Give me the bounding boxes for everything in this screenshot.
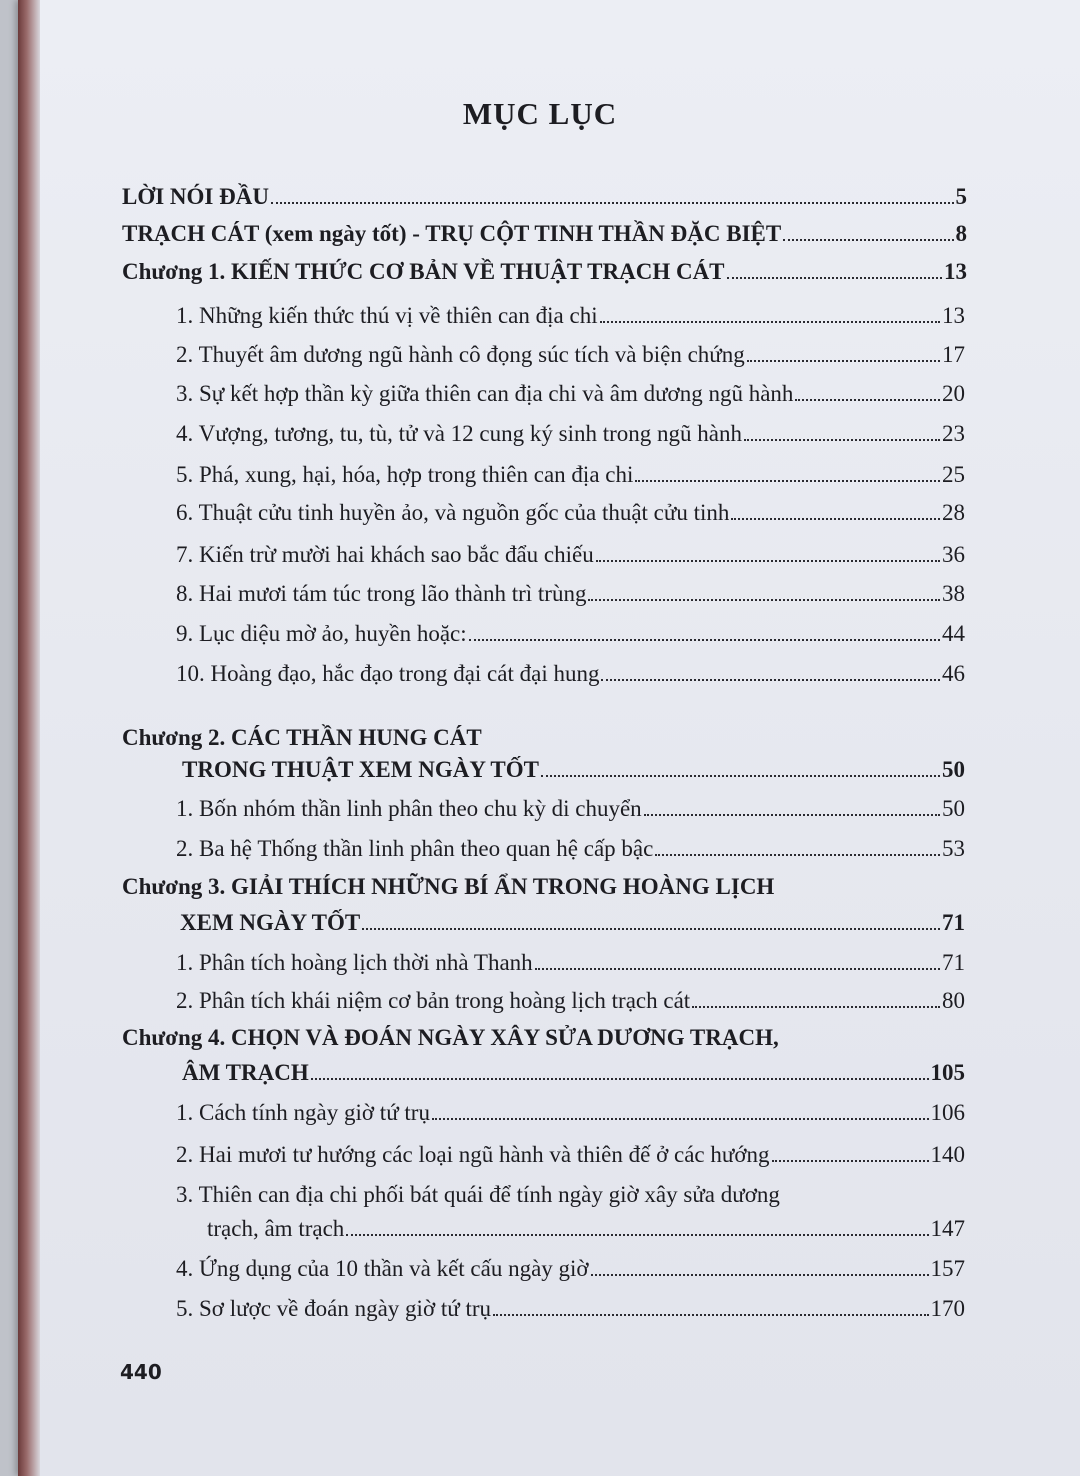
toc-entry-label: 5. Phá, xung, hại, hóa, hợp trong thiên can địa chi <box>176 462 634 487</box>
toc-chapter <box>180 910 965 936</box>
toc-section <box>176 1100 965 1126</box>
dot-leader <box>772 1160 929 1162</box>
toc-entry-page: 140 <box>930 1142 965 1167</box>
dot-leader <box>600 321 940 323</box>
dot-leader <box>635 480 940 482</box>
toc-entry-label: XEM NGÀY TỐT <box>180 910 361 935</box>
toc-section <box>176 581 965 607</box>
toc-entry-page: 23 <box>942 421 965 446</box>
toc-section <box>176 303 965 329</box>
toc-entry-label: 2. Phân tích khái niệm cơ bản trong hoàng lịch trạch cát <box>176 988 691 1013</box>
toc-entry-label: LỜI NÓI ĐẦU <box>122 184 269 209</box>
toc-chapter <box>182 757 965 783</box>
book-spine <box>18 0 40 1476</box>
dot-leader <box>588 599 940 601</box>
toc-entry-label: 2. Thuyết âm dương ngũ hành cô đọng súc tích và biện chứng <box>176 342 745 367</box>
toc-entry-label: trạch, âm trạch <box>207 1216 345 1241</box>
toc-section <box>176 1142 965 1168</box>
dot-leader <box>747 360 940 362</box>
dot-leader <box>311 1078 929 1080</box>
dot-leader <box>731 518 940 520</box>
dot-leader <box>591 1274 929 1276</box>
toc-entry-page: 71 <box>942 910 965 935</box>
toc-section <box>176 661 965 687</box>
toc-entry-page: 106 <box>930 1100 965 1125</box>
toc-chapter-label: Chương 3. GIẢI THÍCH NHỮNG BÍ ẨN TRONG HOÀNG LỊCH <box>122 874 775 899</box>
toc-entry-label: 1. Cách tính ngày giờ tứ trụ <box>176 1100 430 1125</box>
dot-leader <box>535 968 940 970</box>
toc-entry-page: 38 <box>942 581 965 606</box>
toc-section <box>176 421 965 447</box>
dot-leader <box>432 1118 929 1120</box>
toc-entry-label: 7. Kiến trừ mười hai khách sao bắc đẩu chiếu <box>176 542 594 567</box>
toc-entry-label: 10. Hoàng đạo, hắc đạo trong đại cát đại hung <box>176 661 600 686</box>
toc-entry-page: 36 <box>942 542 965 567</box>
toc-entry-label: 2. Ba hệ Thống thần linh phân theo quan hệ cấp bậc <box>176 836 654 861</box>
toc-section <box>176 381 965 407</box>
toc-section <box>176 1256 965 1282</box>
toc-entry <box>122 221 967 247</box>
toc-section <box>176 796 965 822</box>
toc-entry-label: 6. Thuật cửu tinh huyền ảo, và nguồn gốc của thuật cửu tinh <box>176 500 730 525</box>
toc-entry-label: 4. Vượng, tương, tu, tù, tử và 12 cung ký sinh trong ngũ hành <box>176 421 742 446</box>
toc-entry-page: 28 <box>942 500 965 525</box>
toc-section <box>176 988 965 1014</box>
toc-section <box>176 462 965 488</box>
toc-entry-page: 46 <box>942 661 965 686</box>
toc-chapter <box>122 259 967 285</box>
toc-chapter-label: Chương 4. CHỌN VÀ ĐOÁN NGÀY XÂY SỬA DƯƠNG TRẠCH, <box>122 1025 779 1050</box>
toc-entry-label: TRẠCH CÁT (xem ngày tốt) - TRỤ CỘT TINH THẦN ĐẶC BIỆT <box>122 221 782 246</box>
toc-entry-page: 25 <box>942 462 965 487</box>
toc-entry-page: 44 <box>942 621 965 646</box>
toc-chapter <box>182 1060 965 1086</box>
toc-entry-label: ÂM TRẠCH <box>182 1060 309 1085</box>
dot-leader <box>596 560 940 562</box>
toc-entry-page: 53 <box>942 836 965 861</box>
toc-entry-page: 50 <box>942 796 965 821</box>
dot-leader <box>493 1314 928 1316</box>
dot-leader <box>469 639 940 641</box>
dot-leader <box>795 399 940 401</box>
toc-entry-page: 157 <box>930 1256 965 1281</box>
toc-entry-page: 147 <box>930 1216 965 1241</box>
dot-leader <box>692 1006 940 1008</box>
toc-section-label: 3. Thiên can địa chi phối bát quái để tính ngày giờ xây sửa dương <box>176 1182 780 1207</box>
toc-entry-page: 17 <box>942 342 965 367</box>
toc-entry-label: 8. Hai mươi tám túc trong lão thành trì trùng <box>176 581 587 606</box>
toc-entry-page: 13 <box>942 303 965 328</box>
toc-entry-page: 71 <box>942 950 965 975</box>
dot-leader <box>362 928 940 930</box>
dot-leader <box>744 439 940 441</box>
toc-section <box>176 621 965 647</box>
toc-section <box>176 342 965 368</box>
toc-entry-page: 105 <box>930 1060 965 1085</box>
toc-entry-label: 1. Những kiến thức thú vị về thiên can địa chi <box>176 303 598 328</box>
dot-leader <box>727 277 942 279</box>
toc-entry-page: 20 <box>942 381 965 406</box>
dot-leader <box>655 854 940 856</box>
toc-entry-page: 8 <box>955 221 967 246</box>
toc-section <box>176 836 965 862</box>
dot-leader <box>271 202 954 204</box>
toc-entry-page: 80 <box>942 988 965 1013</box>
toc-entry-label: 9. Lục diệu mờ ảo, huyền hoặc: <box>176 621 467 646</box>
dot-leader <box>783 239 953 241</box>
toc-entry-label: 5. Sơ lược về đoán ngày giờ tứ trụ <box>176 1296 492 1321</box>
toc-entry-page: 5 <box>955 184 967 209</box>
toc-entry-page: 13 <box>944 259 967 284</box>
dot-leader <box>541 775 940 777</box>
page-title: MỤC LỤC <box>462 96 618 131</box>
toc-entry-label: Chương 1. KIẾN THỨC CƠ BẢN VỀ THUẬT TRẠCH CÁT <box>122 259 725 284</box>
toc-entry-label: 3. Sự kết hợp thần kỳ giữa thiên can địa chi và âm dương ngũ hành <box>176 381 794 406</box>
toc-entry-page: 50 <box>942 757 965 782</box>
dot-leader <box>346 1234 928 1236</box>
dot-leader <box>644 814 940 816</box>
toc-entry-label: 1. Bốn nhóm thần linh phân theo chu kỳ di chuyển <box>176 796 642 821</box>
toc-entry-label: 4. Ứng dụng của 10 thần và kết cấu ngày giờ <box>176 1256 589 1281</box>
toc-section <box>176 950 965 976</box>
dot-leader <box>601 679 940 681</box>
toc-entry <box>122 184 967 210</box>
toc-entry-label: TRONG THUẬT XEM NGÀY TỐT <box>182 757 539 782</box>
toc-section <box>176 1296 965 1322</box>
toc-chapter-label: Chương 2. CÁC THẦN HUNG CÁT <box>122 725 482 750</box>
toc-section <box>207 1216 965 1242</box>
toc-entry-page: 170 <box>930 1296 965 1321</box>
toc-entry-label: 1. Phân tích hoàng lịch thời nhà Thanh <box>176 950 533 975</box>
toc-entry-label: 2. Hai mươi tư hướng các loại ngũ hành và thiên đế ở các hướng <box>176 1142 770 1167</box>
toc-section <box>176 542 965 568</box>
toc-section <box>176 500 965 526</box>
page-number: 440 <box>120 1360 162 1384</box>
